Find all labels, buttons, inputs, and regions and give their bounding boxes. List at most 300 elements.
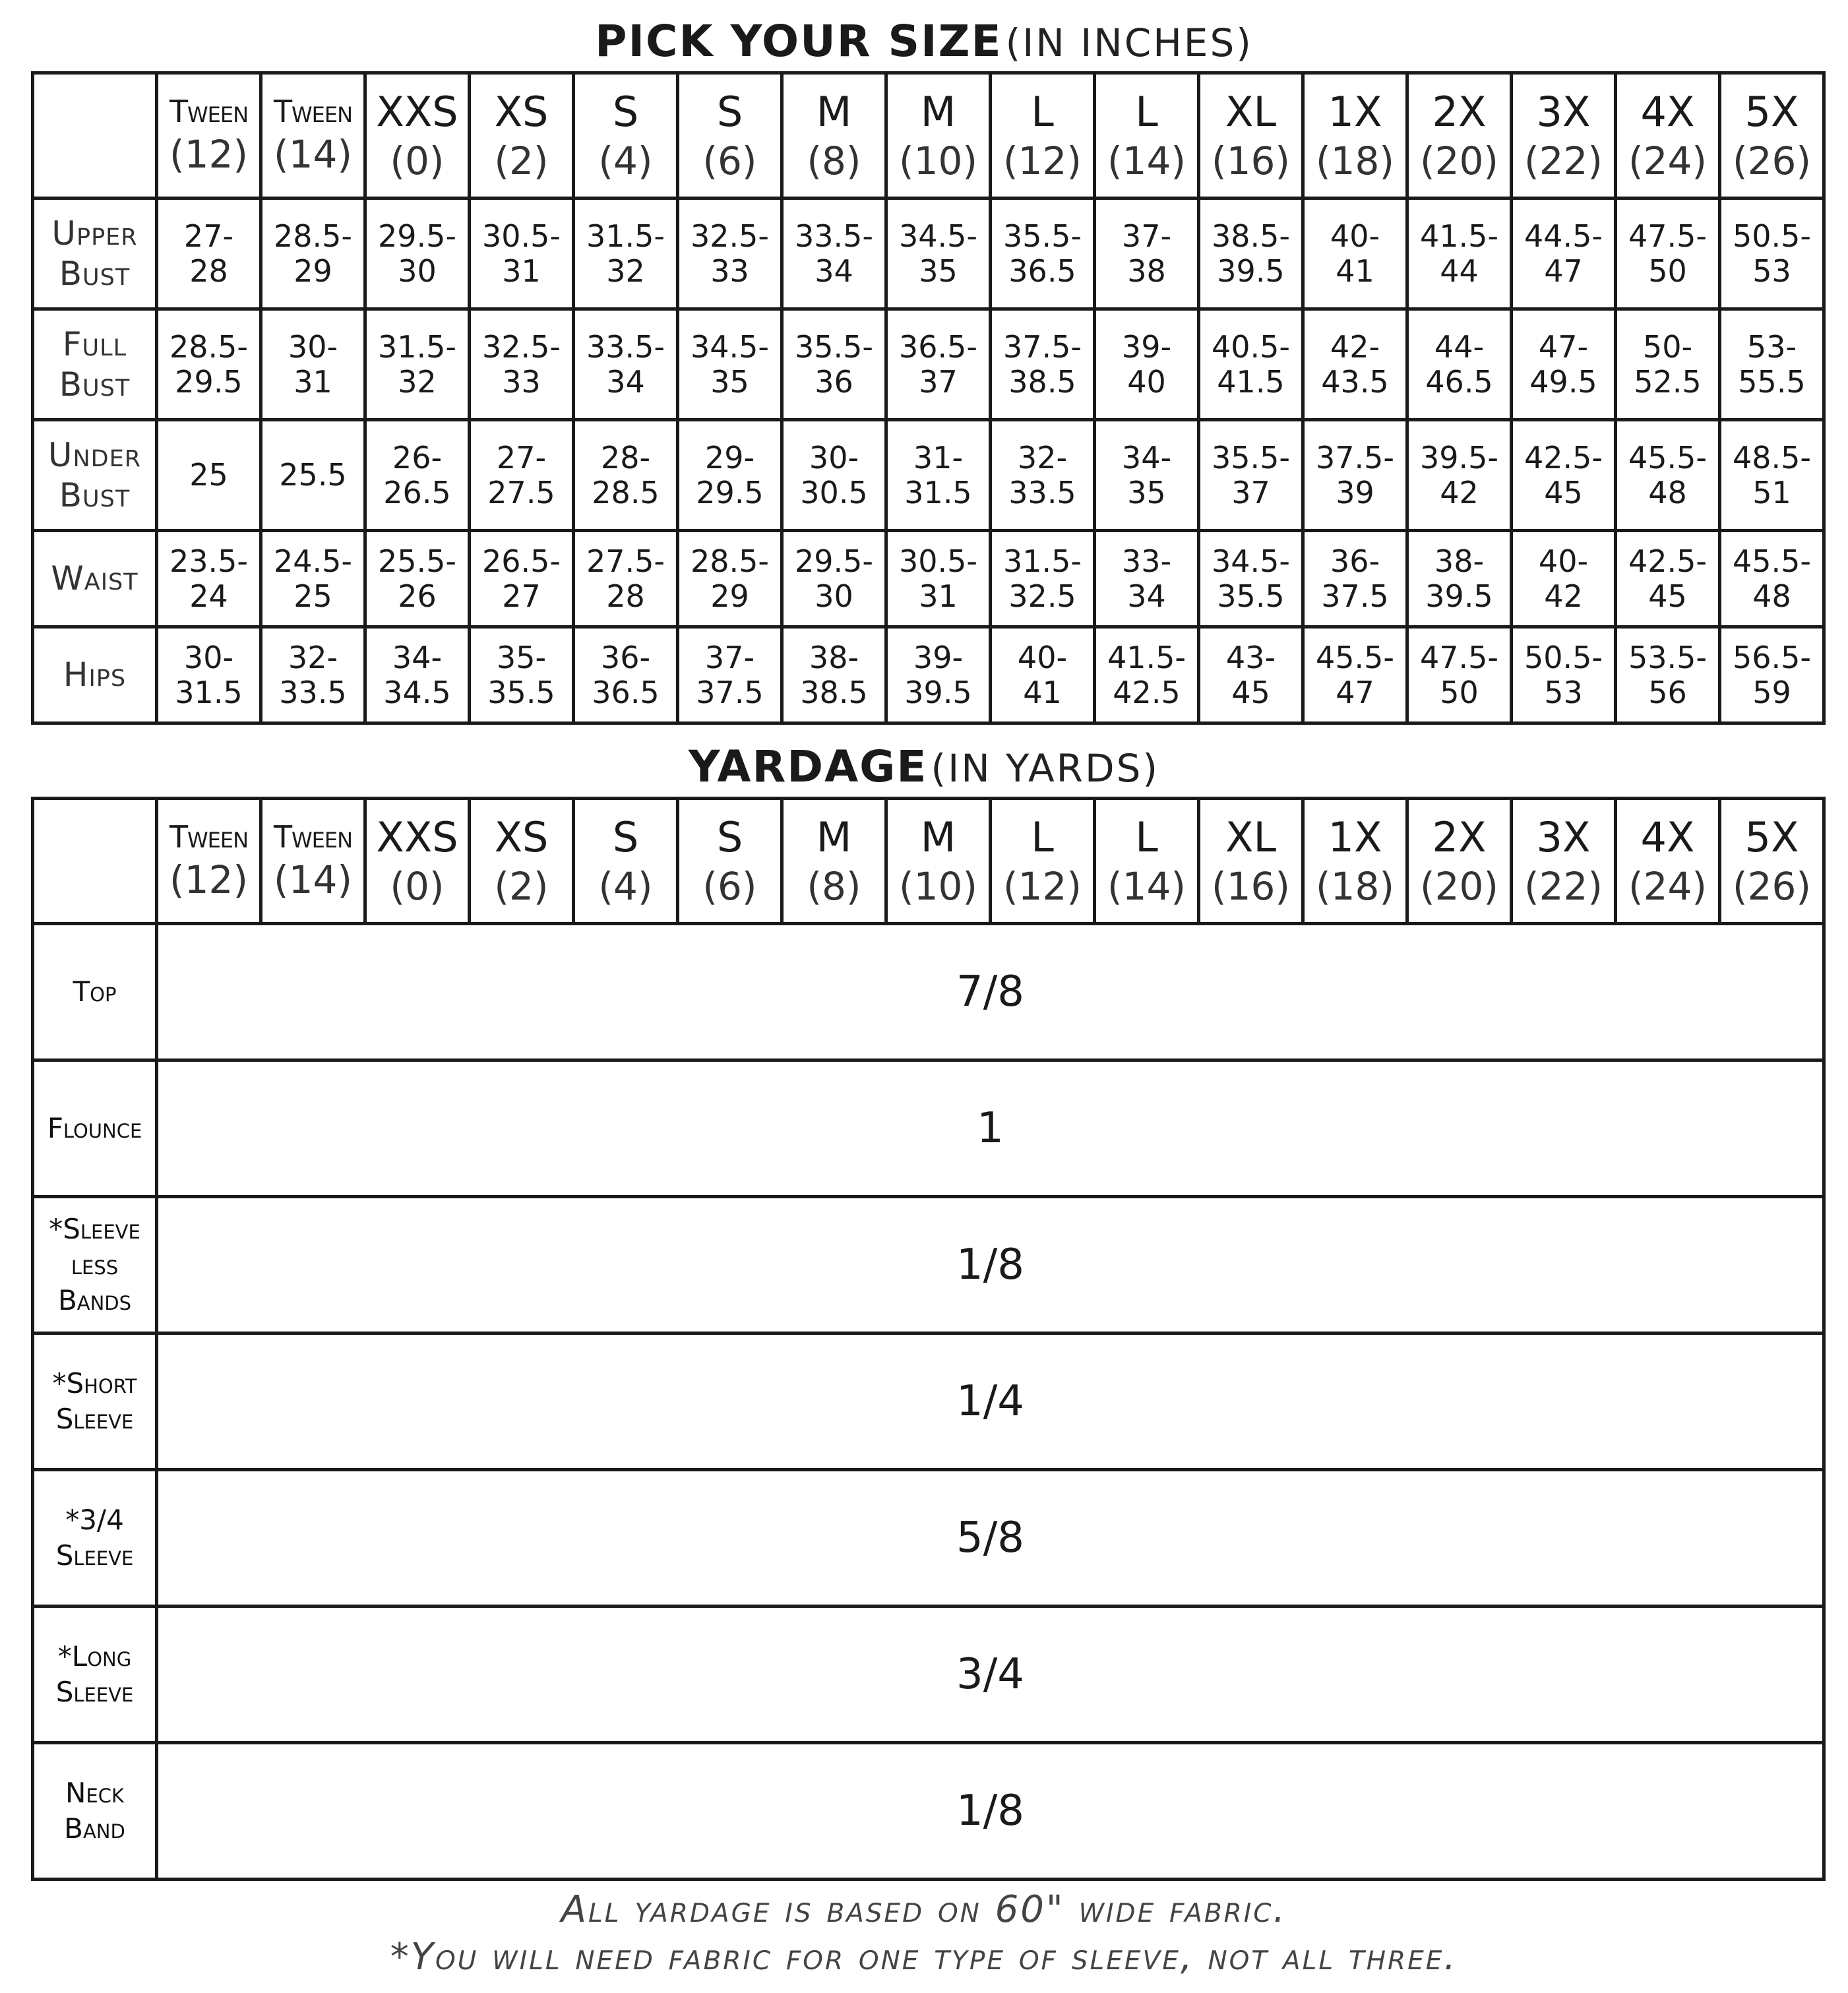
size-name: XL	[1225, 87, 1276, 136]
measurement-cell	[1407, 627, 1512, 723]
size-chart-size-header	[782, 73, 886, 199]
measurement-value: 34	[606, 363, 645, 400]
size-number: (26)	[1732, 138, 1812, 183]
measurement-cell	[1199, 531, 1303, 627]
measurement-cell	[365, 309, 470, 420]
fabric-width-note: All yardage is based on 60" wide fabric.	[561, 1888, 1287, 1931]
yardage-value: 1/8	[157, 1743, 1824, 1880]
size-number: (14)	[1107, 138, 1186, 183]
size-number: (20)	[1419, 138, 1499, 183]
yardage-value: 1/4	[157, 1334, 1824, 1470]
measurement-row	[33, 309, 1824, 420]
measurement-cell	[574, 199, 678, 309]
size-name: 1X	[1328, 813, 1382, 861]
measurement-value: 41.5	[1217, 363, 1285, 400]
measurement-cell	[782, 309, 886, 420]
yardage-label-line: Sleeve	[55, 1539, 134, 1572]
measurement-value: 42-	[1330, 328, 1380, 365]
measurement-label-line: Bust	[59, 475, 131, 514]
measurement-value: 29	[710, 578, 749, 614]
measurement-value: 34.5-	[1211, 543, 1291, 579]
size-chart-size-header	[365, 73, 470, 199]
measurement-value: 29.5-	[377, 218, 457, 254]
measurement-cell	[1616, 420, 1720, 531]
measurement-cell	[365, 420, 470, 531]
measurement-value: 39.5	[1217, 253, 1285, 289]
size-chart-size-header	[1095, 73, 1199, 199]
measurement-value: 53	[1544, 674, 1583, 710]
size-number: (14)	[273, 857, 353, 902]
size-name: Tween	[169, 818, 249, 855]
measurement-value: 50	[1648, 253, 1687, 289]
measurement-value: 24.5-	[273, 543, 353, 579]
size-number: (24)	[1628, 864, 1708, 909]
measurement-value: 33	[710, 253, 749, 289]
yardage-row	[33, 1470, 1824, 1607]
sleeve-fabric-note: *You will need fabric for one type of sleeve, not all three.	[390, 1936, 1458, 1978]
measurement-value: 35.5	[1217, 578, 1285, 614]
yardage-label	[33, 1197, 157, 1334]
yardage-label-line: Top	[73, 975, 117, 1008]
measurement-value: 40-	[1017, 639, 1068, 675]
size-number: (22)	[1524, 864, 1603, 909]
measurement-cell	[886, 199, 991, 309]
size-name: XXS	[376, 813, 458, 861]
measurement-value: 31.5	[904, 474, 972, 510]
size-chart-size-header	[1199, 73, 1303, 199]
yardage-label	[33, 1607, 157, 1743]
measurement-value: 50.5-	[1732, 218, 1812, 254]
measurement-value: 28.5	[592, 474, 660, 510]
size-chart-size-header	[574, 73, 678, 199]
measurement-value: 29.5-	[794, 543, 874, 579]
measurement-value: 23.5-	[169, 543, 249, 579]
measurement-value: 41	[1336, 253, 1374, 289]
measurement-cell	[1407, 309, 1512, 420]
size-name: 3X	[1536, 87, 1591, 136]
measurement-value: 34	[1127, 578, 1166, 614]
yardage-row	[33, 1197, 1824, 1334]
measurement-cell	[678, 627, 782, 723]
size-name: M	[920, 813, 956, 861]
size-number: (2)	[494, 864, 549, 909]
size-chart-title	[0, 16, 1848, 67]
measurement-value: 32-	[288, 639, 338, 675]
measurement-value: 34-	[392, 639, 443, 675]
measurement-label-line: Waist	[51, 559, 139, 598]
measurement-value: 25	[189, 457, 228, 493]
measurement-cell	[1407, 420, 1512, 531]
measurement-value: 31.5-	[586, 218, 665, 254]
measurement-cell	[1616, 531, 1720, 627]
measurement-value: 38.5	[1008, 363, 1076, 400]
measurement-value: 30.5	[800, 474, 868, 510]
measurement-value: 42.5-	[1524, 439, 1603, 475]
measurement-cell	[157, 309, 261, 420]
measurement-cell	[1303, 531, 1407, 627]
size-chart-corner-cell	[33, 73, 157, 199]
yardage-chart-size-header	[157, 799, 261, 924]
measurement-value: 30.5-	[481, 218, 561, 254]
measurement-value: 36.5-	[898, 328, 978, 365]
yardage-chart-title-unit: (IN YARDS)	[931, 746, 1160, 791]
measurement-value: 56	[1648, 674, 1687, 710]
measurement-value: 51	[1752, 474, 1791, 510]
yardage-label-line: *3/4	[65, 1504, 124, 1537]
yardage-chart-title	[0, 741, 1848, 792]
yardage-chart-corner-cell	[33, 799, 157, 924]
measurement-value: 37.5-	[1002, 328, 1082, 365]
yardage-chart-size-header	[1407, 799, 1512, 924]
size-chart-size-header	[886, 73, 991, 199]
size-chart-title-unit: (IN INCHES)	[1005, 20, 1253, 65]
measurement-label-line: Hips	[63, 656, 127, 694]
measurement-value: 48.5-	[1732, 439, 1812, 475]
yardage-row	[33, 1607, 1824, 1743]
measurement-value: 37	[1231, 474, 1270, 510]
measurement-value: 30.5-	[898, 543, 978, 579]
yardage-chart-title-main: YARDAGE	[688, 741, 928, 792]
measurement-cell	[1616, 627, 1720, 723]
measurement-value: 31.5-	[377, 328, 457, 365]
measurement-value: 41	[1023, 674, 1062, 710]
yardage-chart-size-header	[1616, 799, 1720, 924]
measurement-label-line: Full	[62, 324, 127, 363]
size-chart-title-main: PICK YOUR SIZE	[595, 16, 1002, 67]
measurement-cell	[261, 309, 365, 420]
yardage-label-line: Sleeve	[55, 1403, 134, 1435]
measurement-cell	[157, 531, 261, 627]
measurement-label-line: Bust	[59, 365, 131, 404]
measurement-cell	[1303, 199, 1407, 309]
yardage-chart-size-header	[991, 799, 1095, 924]
measurement-value: 35	[1127, 474, 1166, 510]
measurement-value: 47.5-	[1419, 639, 1499, 675]
measurement-value: 39	[1336, 474, 1374, 510]
measurement-value: 38-	[809, 639, 859, 675]
measurement-value: 39-	[1121, 328, 1172, 365]
measurement-value: 33.5-	[794, 218, 874, 254]
measurement-value: 45.5-	[1315, 639, 1395, 675]
measurement-value: 35	[710, 363, 749, 400]
measurement-cell	[1512, 420, 1616, 531]
measurement-value: 25.5-	[377, 543, 457, 579]
size-chart-header-row	[33, 73, 1824, 199]
size-number: (12)	[1002, 138, 1082, 183]
measurement-cell	[261, 420, 365, 531]
measurement-value: 44.5-	[1524, 218, 1603, 254]
size-name: Tween	[169, 93, 249, 129]
measurement-value: 36.5	[1008, 253, 1076, 289]
measurement-cell	[886, 420, 991, 531]
measurement-value: 28.5-	[169, 328, 249, 365]
measurement-cell	[991, 420, 1095, 531]
measurement-cell	[1512, 627, 1616, 723]
size-name: M	[920, 87, 956, 136]
measurement-value: 28	[189, 253, 228, 289]
measurement-cell	[1512, 531, 1616, 627]
measurement-value: 41.5-	[1419, 218, 1499, 254]
measurement-cell	[365, 199, 470, 309]
measurement-value: 25	[293, 578, 332, 614]
measurement-value: 29.5	[175, 363, 243, 400]
measurement-cell	[470, 627, 574, 723]
measurement-value: 31-	[913, 439, 964, 475]
measurement-value: 35-	[496, 639, 547, 675]
measurement-value: 53.5-	[1628, 639, 1708, 675]
measurement-value: 39.5-	[1419, 439, 1499, 475]
size-number: (26)	[1732, 864, 1812, 909]
yardage-chart-size-header	[1095, 799, 1199, 924]
measurement-value: 47.5-	[1628, 218, 1708, 254]
measurement-cell	[991, 199, 1095, 309]
measurement-cell	[678, 309, 782, 420]
size-chart-size-header	[678, 73, 782, 199]
measurement-value: 28	[606, 578, 645, 614]
measurement-label	[33, 199, 157, 309]
measurement-value: 31	[502, 253, 541, 289]
measurement-cell	[1407, 531, 1512, 627]
yardage-label-line: Bands	[57, 1283, 132, 1316]
size-chart-size-header	[991, 73, 1095, 199]
yardage-label-line: less	[71, 1248, 119, 1281]
yardage-chart-header-row	[33, 799, 1824, 924]
measurement-cell	[782, 199, 886, 309]
size-name: M	[816, 87, 852, 136]
measurement-value: 42.5	[1113, 674, 1181, 710]
size-name: 4X	[1640, 813, 1695, 861]
measurement-cell	[365, 531, 470, 627]
size-number: (0)	[390, 864, 445, 909]
size-number: (20)	[1419, 864, 1499, 909]
measurement-label	[33, 627, 157, 723]
measurement-value: 35.5-	[1002, 218, 1082, 254]
measurement-value: 43-	[1225, 639, 1276, 675]
size-name: 4X	[1640, 87, 1695, 136]
size-name: XL	[1225, 813, 1276, 861]
measurement-value: 50	[1440, 674, 1479, 710]
measurement-value: 39.5	[904, 674, 972, 710]
measurement-value: 37.5	[696, 674, 764, 710]
size-name: S	[612, 87, 639, 136]
yardage-chart-table	[31, 797, 1826, 1881]
measurement-label-line: Under	[47, 435, 142, 474]
measurement-value: 45	[1648, 578, 1687, 614]
size-number: (4)	[598, 138, 653, 183]
measurement-value: 30	[398, 253, 437, 289]
yardage-label-line: *Long	[57, 1640, 132, 1673]
measurement-value: 34.5	[383, 674, 451, 710]
measurement-value: 48	[1752, 578, 1791, 614]
measurement-value: 28.5-	[273, 218, 353, 254]
measurement-cell	[261, 199, 365, 309]
measurement-value: 35.5	[487, 674, 555, 710]
size-number: (18)	[1315, 138, 1395, 183]
measurement-cell	[991, 531, 1095, 627]
measurement-value: 31.5-	[1002, 543, 1082, 579]
size-name: 2X	[1432, 813, 1487, 861]
size-chart-size-header	[1720, 73, 1824, 199]
size-name: 2X	[1432, 87, 1487, 136]
measurement-cell	[1720, 420, 1824, 531]
measurement-value: 36-	[600, 639, 651, 675]
measurement-value: 48	[1648, 474, 1687, 510]
measurement-cell	[886, 531, 991, 627]
yardage-value: 7/8	[157, 924, 1824, 1060]
size-number: (14)	[273, 132, 353, 177]
measurement-value: 40-	[1330, 218, 1380, 254]
yardage-label-line: *Short	[52, 1367, 137, 1400]
measurement-value: 47-	[1538, 328, 1589, 365]
measurement-value: 45	[1544, 474, 1583, 510]
measurement-cell	[157, 627, 261, 723]
size-name: L	[1135, 87, 1158, 136]
measurement-value: 38-	[1434, 543, 1485, 579]
size-chart-table	[31, 71, 1826, 725]
measurement-value: 47	[1336, 674, 1374, 710]
size-name: L	[1135, 813, 1158, 861]
measurement-value: 30-	[183, 639, 234, 675]
measurement-cell	[470, 531, 574, 627]
yardage-chart-size-header	[574, 799, 678, 924]
yardage-value: 1	[157, 1060, 1824, 1197]
yardage-label-line: Neck	[65, 1777, 124, 1810]
measurement-cell	[1199, 420, 1303, 531]
measurement-value: 27-	[496, 439, 547, 475]
yardage-label-line: *Sleeve	[49, 1213, 140, 1246]
measurement-cell	[678, 531, 782, 627]
measurement-value: 32.5-	[690, 218, 770, 254]
measurement-row	[33, 627, 1824, 723]
measurement-value: 27.5	[487, 474, 555, 510]
size-number: (24)	[1628, 138, 1708, 183]
measurement-cell	[470, 199, 574, 309]
measurement-cell	[157, 420, 261, 531]
measurement-value: 37.5-	[1315, 439, 1395, 475]
size-number: (16)	[1211, 864, 1291, 909]
size-chart-size-header	[1616, 73, 1720, 199]
measurement-cell	[1095, 420, 1199, 531]
measurement-value: 36.5	[592, 674, 660, 710]
yardage-chart-size-header	[1720, 799, 1824, 924]
measurement-cell	[1407, 199, 1512, 309]
yardage-label-line: Sleeve	[55, 1676, 134, 1708]
yardage-label-line: Band	[64, 1812, 125, 1845]
size-chart-size-header	[261, 73, 365, 199]
size-name: XS	[494, 813, 549, 861]
measurement-cell	[991, 309, 1095, 420]
yardage-chart-size-header	[261, 799, 365, 924]
measurement-value: 36	[815, 363, 853, 400]
size-name: S	[612, 813, 639, 861]
measurement-value: 29	[293, 253, 332, 289]
measurement-value: 34-	[1121, 439, 1172, 475]
measurement-cell	[1616, 199, 1720, 309]
size-name: 3X	[1536, 813, 1591, 861]
measurement-value: 32-	[1017, 439, 1068, 475]
yardage-chart-size-header	[365, 799, 470, 924]
measurement-row	[33, 420, 1824, 531]
measurement-value: 50-	[1642, 328, 1693, 365]
size-number: (4)	[598, 864, 653, 909]
measurement-value: 36-	[1330, 543, 1380, 579]
measurement-value: 35	[919, 253, 958, 289]
size-number: (16)	[1211, 138, 1291, 183]
measurement-value: 59	[1752, 674, 1791, 710]
measurement-value: 26.5-	[481, 543, 561, 579]
measurement-value: 45.5-	[1628, 439, 1708, 475]
measurement-value: 35.5-	[1211, 439, 1291, 475]
measurement-value: 32	[606, 253, 645, 289]
measurement-value: 25.5	[279, 457, 347, 493]
size-name: L	[1031, 87, 1054, 136]
measurement-value: 37-	[1121, 218, 1172, 254]
measurement-value: 40-	[1538, 543, 1589, 579]
measurement-value: 49.5	[1529, 363, 1597, 400]
measurement-value: 32	[398, 363, 437, 400]
size-number: (12)	[1002, 864, 1082, 909]
measurement-cell	[261, 531, 365, 627]
measurement-value: 37	[919, 363, 958, 400]
measurement-cell	[1199, 627, 1303, 723]
measurement-value: 32.5-	[481, 328, 561, 365]
measurement-value: 45.5-	[1732, 543, 1812, 579]
measurement-cell	[574, 309, 678, 420]
size-number: (18)	[1315, 864, 1395, 909]
measurement-cell	[1720, 531, 1824, 627]
measurement-value: 39-	[913, 639, 964, 675]
measurement-row	[33, 531, 1824, 627]
size-number: (12)	[169, 132, 249, 177]
measurement-value: 42.5-	[1628, 543, 1708, 579]
yardage-label	[33, 1743, 157, 1880]
size-name: Tween	[273, 93, 353, 129]
measurement-value: 42	[1440, 474, 1479, 510]
measurement-cell	[886, 309, 991, 420]
size-name: S	[716, 87, 743, 136]
measurement-cell	[782, 627, 886, 723]
measurement-value: 50.5-	[1524, 639, 1603, 675]
measurement-value: 33	[502, 363, 541, 400]
size-chart-size-header	[1512, 73, 1616, 199]
measurement-value: 30-	[809, 439, 859, 475]
measurement-value: 38	[1127, 253, 1166, 289]
size-number: (12)	[169, 857, 249, 902]
measurement-value: 44	[1440, 253, 1479, 289]
measurement-cell	[1616, 309, 1720, 420]
yardage-chart-size-header	[678, 799, 782, 924]
measurement-value: 43.5	[1321, 363, 1389, 400]
measurement-cell	[782, 531, 886, 627]
measurement-value: 33.5-	[586, 328, 665, 365]
size-number: (6)	[702, 138, 757, 183]
yardage-label	[33, 1334, 157, 1470]
measurement-cell	[1720, 627, 1824, 723]
size-number: (8)	[807, 138, 861, 183]
size-chart-size-header	[1303, 73, 1407, 199]
yardage-chart-size-header	[1303, 799, 1407, 924]
measurement-value: 45	[1231, 674, 1270, 710]
size-name: 5X	[1744, 813, 1799, 861]
yardage-label	[33, 1060, 157, 1197]
measurement-value: 28.5-	[690, 543, 770, 579]
yardage-row	[33, 1743, 1824, 1880]
measurement-cell	[1199, 309, 1303, 420]
measurement-value: 40.5-	[1211, 328, 1291, 365]
measurement-cell	[1303, 627, 1407, 723]
measurement-value: 41.5-	[1107, 639, 1186, 675]
size-number: (14)	[1107, 864, 1186, 909]
